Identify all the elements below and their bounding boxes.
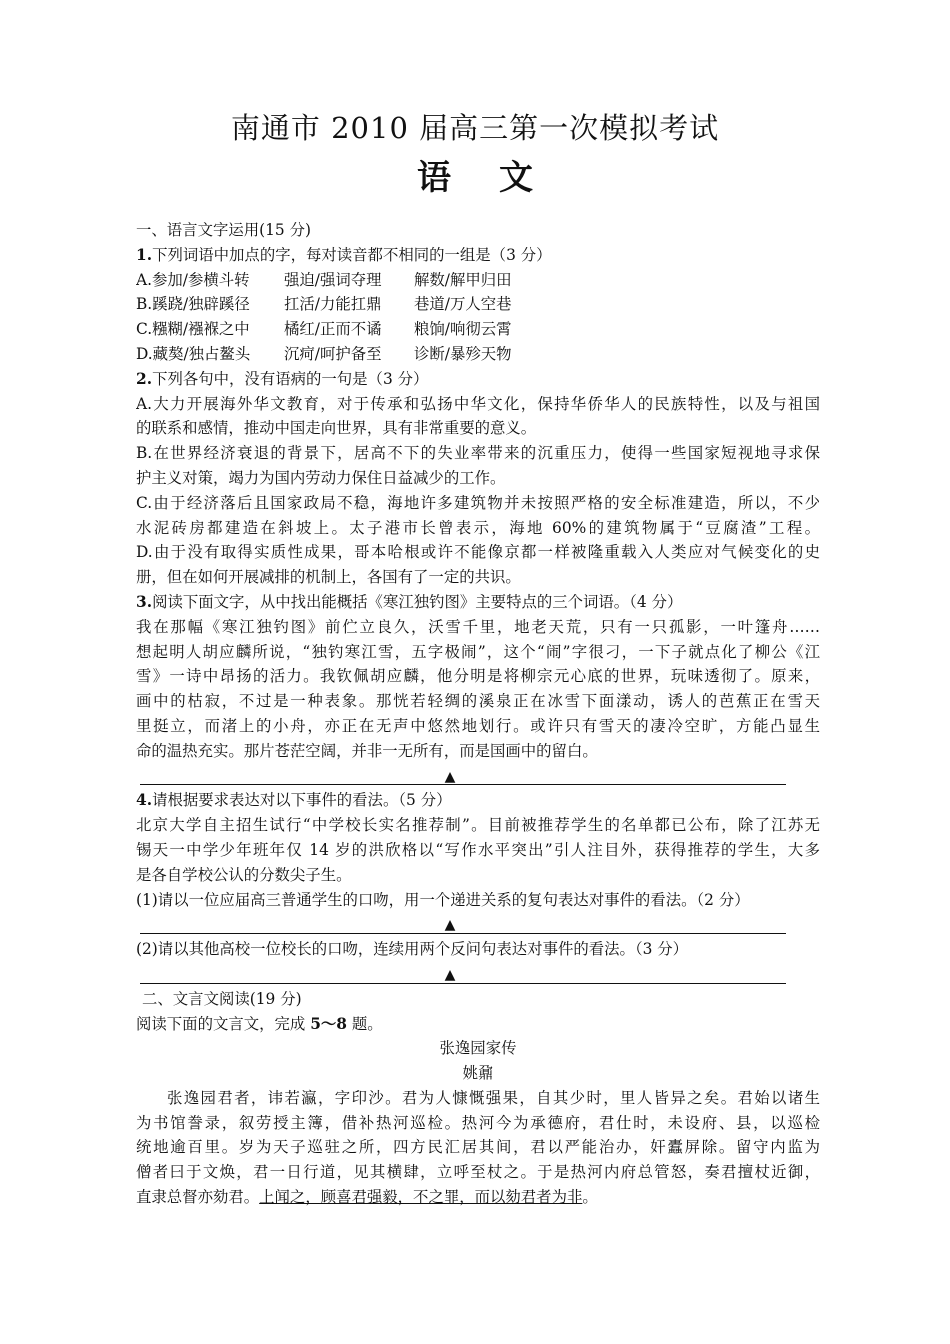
q1-options — [136, 268, 820, 367]
q1-option-pair: 解数/解甲归田 — [414, 270, 512, 289]
q2-option-line: D.由于没有取得实质性成果，哥本哈根或许不能像京都一样被隆重载入人类应对气候变化的史 — [136, 543, 820, 562]
q4-sub2: (2)请以其他高校一位校长的口吻，连续用两个反问句表达对事件的看法。（3 分） — [136, 940, 689, 959]
q1-option — [136, 317, 820, 342]
q1-option-pair: 沉疴/呵护备至 — [284, 344, 382, 363]
q2-option-line: 的联系和感情，推动中国走向世界，具有非常重要的意义。 — [136, 419, 537, 438]
q4-sub2-answer-line[interactable] — [136, 962, 820, 987]
q1-option-pair: A.参加/参横斗转 — [136, 270, 250, 289]
essay-text — [136, 1086, 820, 1185]
essay-line: 张逸园君者，讳若瀛，字印沙。君为人慷慨强果，自其少时，里人皆异之矣。君始以诸生 — [167, 1088, 820, 1107]
q1-stem: 1.下列词语中加点的字，每对读音都不相同的一组是（3 分） — [136, 245, 552, 264]
q3-stem: 3.阅读下面文字，从中找出能概括《寒江独钓图》主要特点的三个词语。（4 分） — [136, 592, 683, 611]
q3-passage-line: 我在那幅《寒江独钓图》前伫立良久，沃雪千里，地老天荒，只有一只孤影，一叶篷舟…… — [136, 617, 820, 636]
q2-option-line: A.大力开展海外华文教育，对于传承和弘扬中华文化，保持华侨华人的民族特性，以及与祖国 — [136, 394, 820, 413]
exam-body — [136, 218, 820, 1210]
q1-option-pair: D.藏獒/独占鳌头 — [136, 344, 251, 363]
q3-passage — [136, 615, 820, 764]
q3-passage-line: 命的温热充实。那片苍茫空阔，并非一无所有，而是国画中的留白。 — [136, 741, 598, 760]
q1-option — [136, 292, 820, 317]
q1-option-pair: 巷道/万人空巷 — [414, 295, 512, 314]
q2-option-line: 册，但在如何开展减排的机制上，各国有了一定的共识。 — [136, 568, 521, 587]
q1-option-pair: 强迫/强词夺理 — [284, 270, 382, 289]
q1-option — [136, 268, 820, 293]
exam-title: 南通市 2010 届高三第一次模拟考试 — [230, 111, 720, 145]
answer-rule — [140, 983, 786, 984]
answer-marker-icon: ▲ — [444, 768, 456, 785]
q2-stem: 2.下列各句中，没有语病的一句是（3 分） — [136, 369, 429, 388]
answer-marker-icon: ▲ — [444, 966, 456, 983]
section2-instruction: 阅读下面的文言文，完成 5～8 题。 — [136, 1014, 383, 1033]
q1-option-pair: 诊断/暴殄天物 — [414, 344, 512, 363]
q3-passage-line: 画中的枯寂，不过是一种表象。那恍若轻绸的溪泉正在冰雪下面漾动，诱人的芭蕉正在雪天 — [136, 692, 820, 711]
answer-rule — [140, 784, 786, 785]
q1-option-pair: B.蹊跷/独辟蹊径 — [136, 295, 250, 314]
q1-option-pair: 扛活/力能扛鼎 — [284, 295, 382, 314]
q2-option-line: 水泥砖房都建造在斜坡上。太子港市长曾表示，海地 60%的建筑物属于“豆腐渣”工程。 — [136, 518, 820, 537]
q3-passage-line: 想起明人胡应麟所说，“独钓寒江雪，五字极闹”，这个“闹”字很刁，一下子就点化了柳公《江 — [136, 642, 820, 661]
essay-author: 姚鼐 — [462, 1064, 494, 1083]
section1-heading: 一、语言文字运用(15 分) — [136, 221, 312, 239]
q2-options — [136, 392, 820, 590]
q4-passage-line: 北京大学自主招生试行“中学校长实名推荐制”。目前被推荐学生的名单都已公布，除了江苏无 — [136, 816, 820, 835]
q3-answer-line[interactable] — [136, 764, 820, 789]
section2-heading: 二、文言文阅读(19 分) — [142, 989, 302, 1008]
q4-sub1: (1)请以一位应届高三普通学生的口吻，用一个递进关系的复句表达对事件的看法。（2 分） — [136, 890, 750, 909]
essay-line: 统地逾百里。岁为天子巡驻之所，四方民汇居其间，君以严能治办，奸蠹屏除。留守内监为 — [136, 1138, 820, 1157]
q1-option-pair: 粮饷/响彻云霄 — [414, 320, 512, 339]
q2-option-line: 护主义对策，竭力为国内劳动力保住日益减少的工作。 — [136, 468, 506, 487]
q4-stem: 4.请根据要求表达对以下事件的看法。（5 分） — [136, 791, 452, 810]
q2-option-line: B.在世界经济衰退的背景下，居高不下的失业率带来的沉重压力，使得一些国家短视地寻求保 — [136, 444, 820, 463]
q4-sub1-answer-line[interactable] — [136, 912, 820, 937]
q4-passage-line: 是各自学校公认的分数尖子生。 — [136, 865, 352, 884]
underlined-sentence: 上闻之，顾喜君强毅，不之罪，而以劾君者为非 — [259, 1188, 583, 1207]
essay-line: 为书馆誊录，叙劳授主簿，借补热河巡检。热河今为承德府，君仕时，未设府、县，以巡检 — [136, 1113, 820, 1132]
q4-passage — [136, 813, 820, 887]
essay-line: 僧者曰于文焕，君一日行道，见其横肆，立呼至杖之。于是热河内府总管怒，奏君擅杖近御， — [136, 1163, 820, 1182]
answer-rule — [140, 933, 786, 934]
essay-title: 张逸园家传 — [439, 1039, 517, 1058]
subject-title: 语文 — [417, 158, 581, 198]
q4-passage-line: 锡天一中学少年班年仅 14 岁的洪欣格以“写作水平突出”引人注目外，获得推荐的学生，大多 — [136, 840, 820, 859]
q1-option-pair: C.糨糊/襁褓之中 — [136, 320, 250, 339]
q1-option — [136, 342, 820, 367]
q2-option-line: C.由于经济落后且国家政局不稳，海地许多建筑物并未按照严格的安全标准建造，所以，不少 — [136, 493, 820, 512]
q1-option-pair: 橘红/正而不谲 — [284, 320, 382, 339]
q3-passage-line: 雪》一诗中昂扬的活力。我钦佩胡应麟，他分明是将柳宗元心底的世界，玩味透彻了。原来， — [136, 667, 820, 686]
answer-marker-icon: ▲ — [444, 917, 456, 934]
q3-passage-line: 里挺立，而渚上的小舟，亦正在无声中悠然地划行。或许只有雪天的凄冷空旷，方能凸显生 — [136, 716, 820, 735]
essay-last-line: 直隶总督亦劾君。上闻之，顾喜君强毅，不之罪，而以劾君者为非。 — [136, 1188, 598, 1207]
